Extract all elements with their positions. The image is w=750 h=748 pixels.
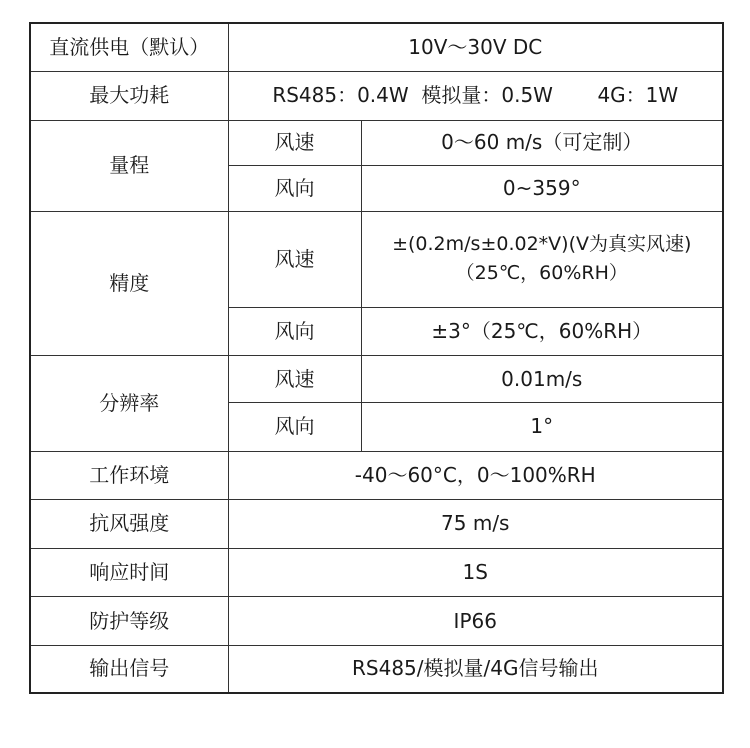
resolution-label: 分辨率 xyxy=(30,356,228,451)
consumption-label: 最大功耗 xyxy=(30,72,228,121)
table-row xyxy=(30,211,723,307)
power-label: 直流供电（默认） xyxy=(30,23,228,72)
table-row xyxy=(30,356,723,403)
table-row xyxy=(30,120,723,166)
wind-resistance-label: 抗风强度 xyxy=(30,500,228,549)
protection-label: 防护等级 xyxy=(30,597,228,646)
environment-value: -40～60°C，0～100%RH xyxy=(228,451,723,500)
table-row xyxy=(30,72,723,121)
accuracy-speed-value xyxy=(361,211,723,307)
table-row xyxy=(30,597,723,646)
table-row xyxy=(30,500,723,549)
resolution-direction-value: 1° xyxy=(361,402,723,451)
range-direction-value: 0~359° xyxy=(361,166,723,212)
output-label: 输出信号 xyxy=(30,645,228,693)
table-row xyxy=(30,451,723,500)
environment-label: 工作环境 xyxy=(30,451,228,500)
range-speed-value: 0～60 m/s（可定制） xyxy=(361,120,723,166)
table-row xyxy=(30,548,723,597)
range-direction-label: 风向 xyxy=(228,166,361,212)
range-label: 量程 xyxy=(30,120,228,211)
spec-table xyxy=(29,22,724,694)
accuracy-direction-label: 风向 xyxy=(228,307,361,356)
accuracy-direction-value: ±3°（25℃，60%RH） xyxy=(361,307,723,356)
power-value: 10V～30V DC xyxy=(228,23,723,72)
wind-resistance-value: 75 m/s xyxy=(228,500,723,549)
accuracy-speed-value-line2: （25℃，60%RH） xyxy=(455,262,628,285)
table-row xyxy=(30,23,723,72)
accuracy-speed-label: 风速 xyxy=(228,211,361,307)
table-row xyxy=(30,645,723,693)
accuracy-speed-value-line1: ±(0.2m/s±0.02*V)(V为真实风速) xyxy=(392,232,692,255)
response-time-value: 1S xyxy=(228,548,723,597)
protection-value: IP66 xyxy=(228,597,723,646)
consumption-value: RS485：0.4W 模拟量：0.5W 4G：1W xyxy=(228,72,723,121)
accuracy-label: 精度 xyxy=(30,211,228,356)
range-speed-label: 风速 xyxy=(228,120,361,166)
resolution-speed-value: 0.01m/s xyxy=(361,356,723,403)
output-value: RS485/模拟量/4G信号输出 xyxy=(228,645,723,693)
resolution-direction-label: 风向 xyxy=(228,402,361,451)
response-time-label: 响应时间 xyxy=(30,548,228,597)
resolution-speed-label: 风速 xyxy=(228,356,361,403)
